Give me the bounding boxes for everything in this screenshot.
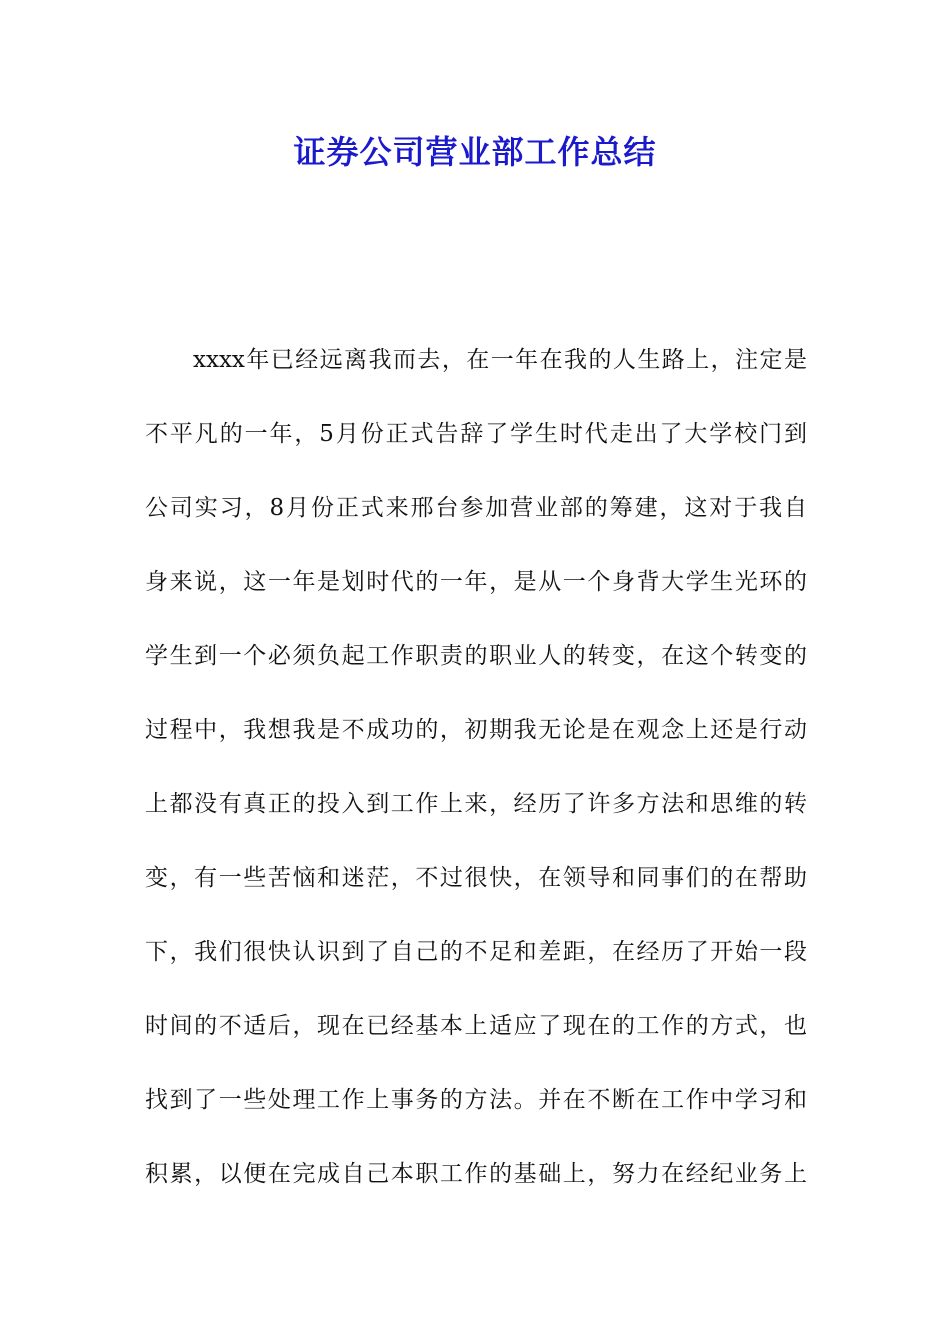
paragraph-line: xxxx年已经远离我而去，在一年在我的人生路上，注定是 — [193, 347, 807, 373]
paragraph-line: 不平凡的一年，5月份正式告辞了学生时代走出了大学校门到 — [145, 421, 807, 447]
paragraph-line: 身来说，这一年是划时代的一年，是从一个身背大学生光环的 — [145, 569, 807, 595]
document-title: 证券公司营业部工作总结 — [293, 133, 657, 171]
paragraph-line: 过程中，我想我是不成功的，初期我无论是在观念上还是行动 — [145, 717, 807, 743]
paragraph-line: 公司实习，8月份正式来邢台参加营业部的筹建，这对于我自 — [145, 495, 807, 521]
paragraph-line: 时间的不适后，现在已经基本上适应了现在的工作的方式，也 — [145, 1013, 807, 1039]
paragraph-line: 积累，以便在完成自己本职工作的基础上，努力在经纪业务上 — [145, 1161, 807, 1187]
paragraph-line: 学生到一个必须负起工作职责的职业人的转变，在这个转变的 — [145, 643, 807, 669]
paragraph-line: 变，有一些苦恼和迷茫，不过很快，在领导和同事们的在帮助 — [145, 865, 807, 891]
body-paragraph — [145, 336, 807, 1224]
paragraph-line: 下，我们很快认识到了自己的不足和差距，在经历了开始一段 — [145, 939, 807, 965]
paragraph-line: 上都没有真正的投入到工作上来，经历了许多方法和思维的转 — [145, 791, 807, 817]
paragraph-line: 找到了一些处理工作上事务的方法。并在不断在工作中学习和 — [145, 1087, 807, 1113]
